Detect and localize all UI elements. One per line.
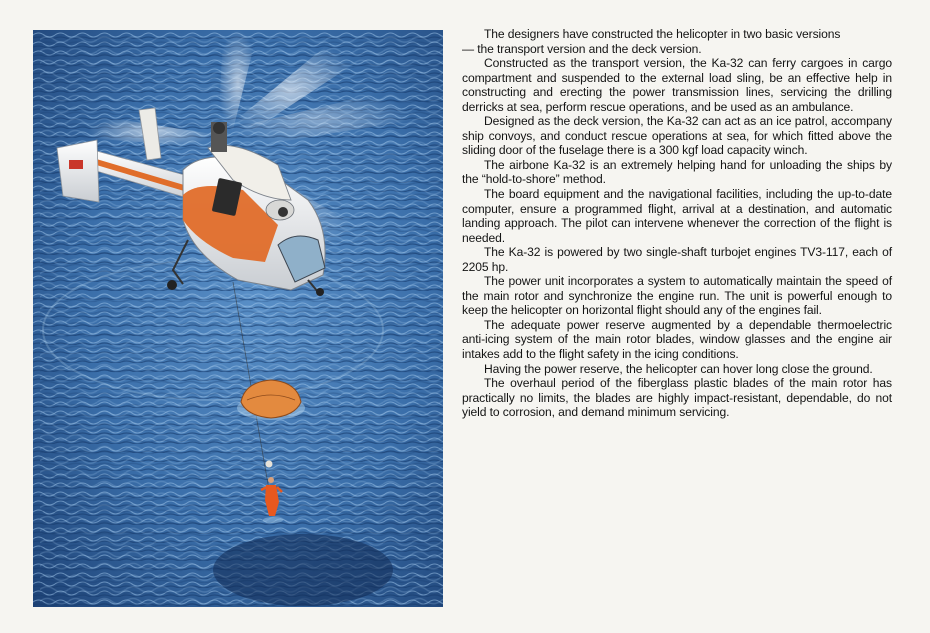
- paragraph: The airbone Ka-32 is an extremely helping hand for unloading the ships by the “hold-to-shore” method.: [462, 157, 892, 187]
- paragraph: Designed as the deck version, the Ka-32 can act as an ice patrol, accompany ship convoys, and conduct rescue operations at sea, for which fitted above the sliding door of the fuselage there is a 300 kgf load capacity winch.: [462, 114, 892, 158]
- helicopter-photo: [33, 30, 443, 607]
- paragraph: The board equipment and the navigational facilities, including the up-to-date computer, ensure a programmed flight, arrival at a destination, and automatic landing approach. The pilot can intervene whenever the correction of the flight is needed.: [462, 187, 892, 245]
- paragraph: The power unit incorporates a system to automatically maintain the speed of the main rotor and synchronize the engine run. The unit is powerful enough to keep the helicopter on horizontal flight should any of the engines fail.: [462, 274, 892, 318]
- paragraph: The Ka-32 is powered by two single-shaft turbojet engines TV3-117, each of 2205 hp.: [462, 245, 892, 274]
- article-text: [462, 27, 892, 420]
- tail-flag: [69, 160, 83, 169]
- paragraph: — the transport version and the deck version.: [462, 41, 702, 56]
- paragraph: Constructed as the transport version, the Ka-32 can ferry cargoes in cargo compartment and suspended to the external load sling, be an effective help in constructing and erecting the power transmission lines, servicing the drilling derricks at sea, perform rescue operations, and be used as an ambulance.: [462, 56, 892, 114]
- paragraph: Having the power reserve, the helicopter can hover long close the ground.: [484, 361, 873, 376]
- paragraph: The designers have constructed the helicopter in two basic versions: [484, 27, 841, 41]
- helicopter-photo-illustration: [33, 30, 443, 607]
- paragraph: The adequate power reserve augmented by a dependable thermoelectric anti-icing system of the main rotor blades, window glasses and the engine air intakes add to the flight safety in the icing conditions.: [462, 317, 892, 362]
- paragraph: The overhaul period of the fiberglass plastic blades of the main rotor has practically no limits, the blades are highly impact-resistant, dependable, do not yield to corrosion, and demand minimum servicing.: [462, 376, 892, 420]
